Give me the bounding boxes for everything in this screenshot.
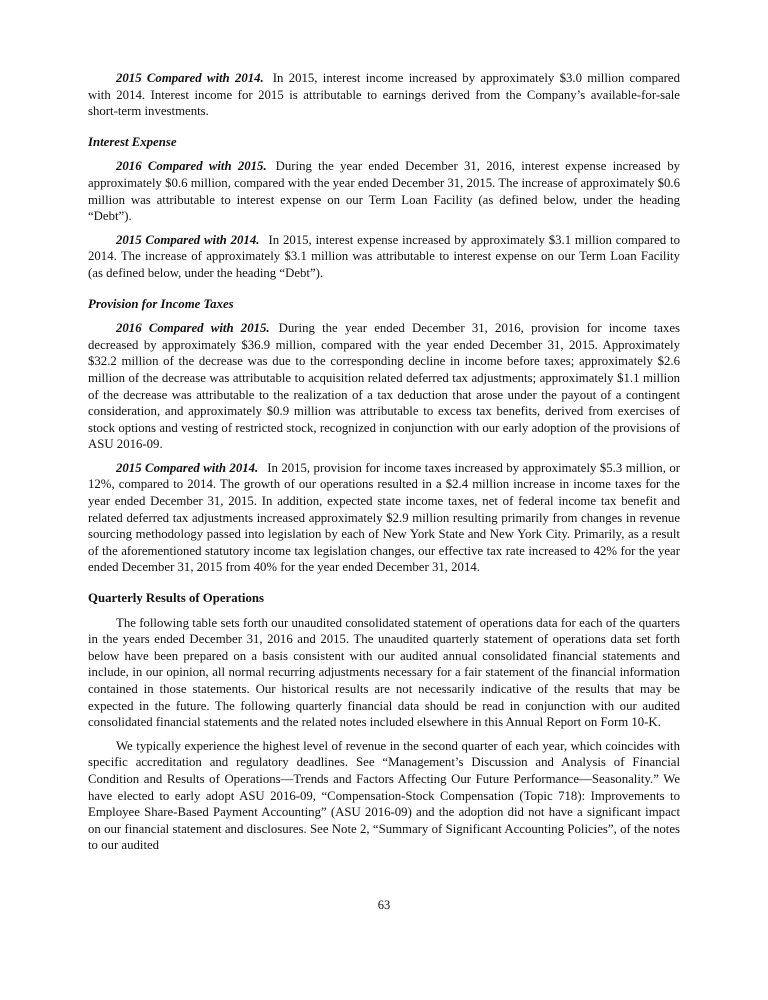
paragraph-text: In 2015, provision for income taxes increased by approximately $5.3 million, or 12%, compared to 2014. The growth of our operations resulted in a $2.4 million increase in income taxes for the year ended December 31, 2015. In addition, expected state income taxes, net of federal income tax benefit and related deferred tax adjustments increased approximately $2.9 million resulting primarily from changes in revenue sourcing methodology passed into legislation by each of New York State and New York City. Primarily, as a result of the aforementioned statutory income tax legislation changes, our effective tax rate increased to 42% for the year ended December 31, 2015 from 40% for the year ended December 31, 2014. xyxy=(88,460,680,575)
paragraph-2015-interest-expense xyxy=(88,232,680,282)
page-number: 63 xyxy=(377,898,391,912)
paragraph-2016-income-taxes xyxy=(88,320,680,453)
paragraph-lead: 2015 Compared with 2014. xyxy=(116,71,264,85)
paragraph-lead: 2015 Compared with 2014. xyxy=(116,460,259,475)
paragraph-text: In 2015, interest income increased by approximately $3.0 million compared with 2014. Interest income for 2015 is attributable to earnings derived from the Company’s available-for-sale short-term investments. xyxy=(88,71,680,119)
paragraph-lead: 2016 Compared with 2015. xyxy=(116,159,267,174)
paragraph-2015-interest-income xyxy=(88,70,680,120)
paragraph-quarterly-table-intro xyxy=(88,615,680,731)
paragraph-2015-income-taxes xyxy=(88,460,680,576)
paragraph-text: During the year ended December 31, 2016, provision for income taxes decreased by approximately $36.9 million, compared with the year ended December 31, 2015. Approximately $32.2 million of the decrease was due to the corresponding decline in income before taxes; approximately $2.6 million of the decrease was attributable to acquisition related deferred tax adjustments; approximately $1.1 million of the decrease was attributable to the realization of a tax deduction that arose under the payout of a contingent consideration, and approximately $0.9 million was attributable to excess tax benefits, derived from exercises of stock options and vesting of restricted stock, recognized in conjunction with our early adoption of the provisions of ASU 2016-09. xyxy=(88,321,681,452)
paragraph-seasonality xyxy=(88,738,680,854)
paragraph-lead: 2015 Compared with 2014. xyxy=(116,232,260,247)
document-body xyxy=(88,70,680,861)
paragraph-lead: 2016 Compared with 2015. xyxy=(116,321,270,336)
section-heading-quarterly-results: Quarterly Results of Operations xyxy=(88,591,264,606)
paragraph-text: During the year ended December 31, 2016, interest expense increased by approximately $0.6 million, compared with the year ended December 31, 2015. The increase of approximately $0.6 million was attributable to interest expense on our Term Loan Facility (as defined below, under the heading “Debt”). xyxy=(88,159,680,224)
paragraph-text: We typically experience the highest level of revenue in the second quarter of each year, which coincides with specific accreditation and regulatory deadlines. See “Management’s Discussion and Analysis of Financial Condition and Results of Operations—Trends and Factors Affecting Our Future Performance—Seasonality.” We have elected to early adopt ASU 2016-09, “Compensation-Stock Compensation (Topic 718): Improvements to Employee Share-Based Payment Accounting” (ASU 2016-09) and the adoption did not have a significant impact on our financial statement and disclosures. See Note 2, “Summary of Significant Accounting Policies”, of the notes to our audited xyxy=(88,738,680,853)
section-heading-interest-expense: Interest Expense xyxy=(88,134,177,149)
section-heading-provision-income-taxes: Provision for Income Taxes xyxy=(88,296,234,311)
paragraph-text: The following table sets forth our unaudited consolidated statement of operations data for each of the quarters in the years ended December 31, 2016 and 2015. The unaudited quarterly statement of operations data set forth below have been prepared on a basis consistent with our audited annual consolidated financial statements and include, in our opinion, all normal recurring adjustments necessary for a fair statement of the financial information contained in those statements. Our historical results are not necessarily indicative of the results that may be expected in the future. The following quarterly financial data should be read in conjunction with our audited consolidated financial statements and the related notes included elsewhere in this Annual Report on Form 10-K. xyxy=(88,615,680,730)
paragraph-2016-interest-expense xyxy=(88,158,680,224)
paragraph-text: In 2015, interest expense increased by approximately $3.1 million compared to 2014. The increase of approximately $3.1 million was attributable to interest expense on our Term Loan Facility (as defined below, under the heading “Debt”). xyxy=(88,232,680,280)
